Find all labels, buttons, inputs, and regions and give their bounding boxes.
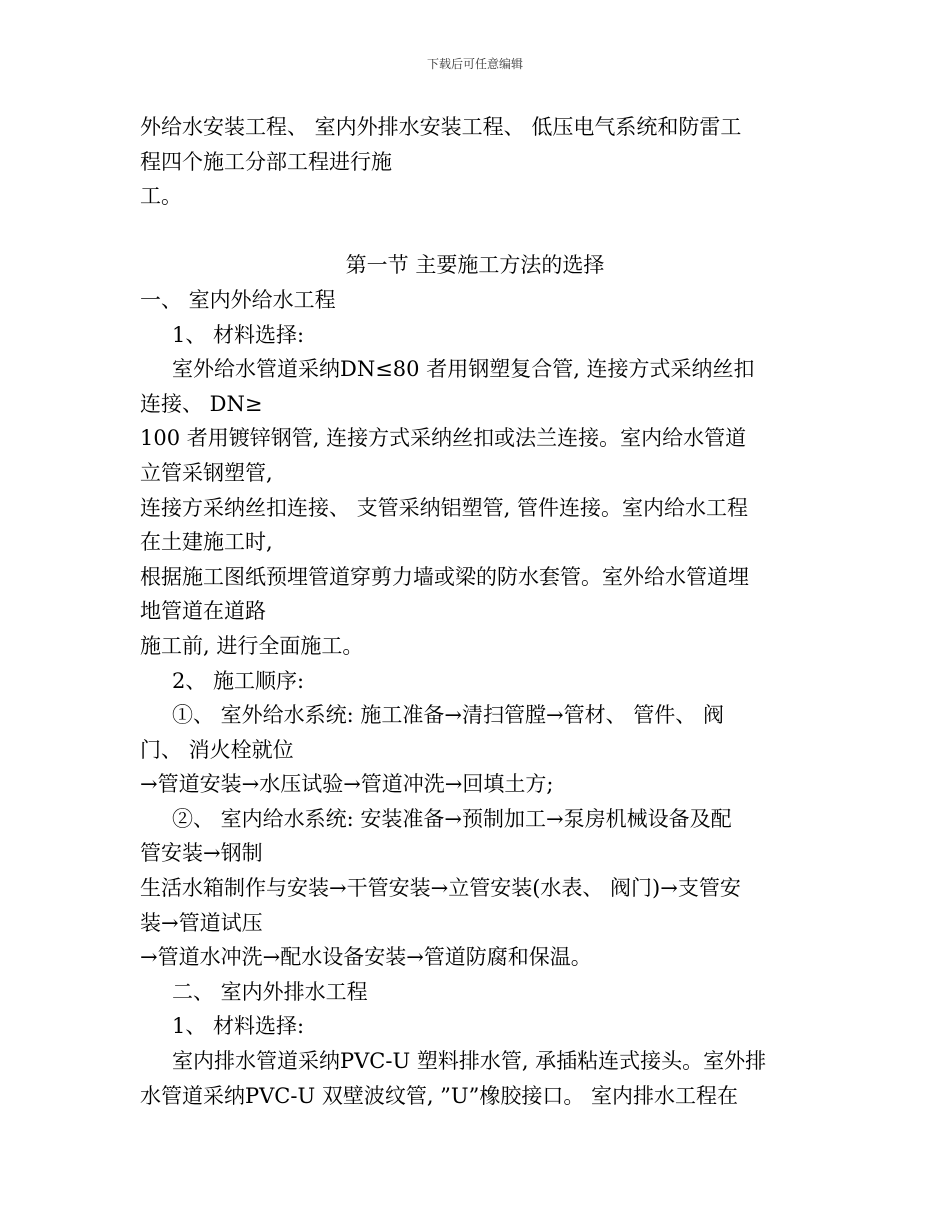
text-line: 室内排水管道采纳PVC-U 塑料排水管, 承插粘连式接头。室外排: [172, 1049, 767, 1074]
text-line: →管道安装→水压试验→管道冲洗→回填土方;: [140, 772, 554, 797]
text-line: 立管采钢塑管,: [140, 460, 273, 485]
text-line: 二、 室内外排水工程: [172, 979, 368, 1004]
text-line: 门、 消火栓就位: [140, 737, 294, 762]
text-line: 管安装→钢制: [140, 841, 263, 866]
text-line: 程四个施工分部工程进行施: [140, 149, 392, 174]
text-line: 地管道在道路: [140, 599, 266, 624]
text-line: 生活水箱制作与安装→干管安装→立管安装(水表、 阀门)→支管安: [140, 876, 741, 901]
text-line: 工。: [140, 184, 182, 209]
text-line: 装→管道试压: [140, 910, 263, 935]
text-line: 一、 室内外给水工程: [140, 287, 336, 312]
text-line: 1、 材料选择:: [172, 322, 305, 347]
text-line: 根据施工图纸预埋管道穿剪力墙或梁的防水套管。室外给水管道埋: [140, 564, 749, 589]
page-header: 下载后可任意编辑: [426, 57, 523, 71]
text-line: 施工前, 进行全面施工。: [140, 633, 364, 658]
text-line: ①、 室外给水系统: 施工准备→清扫管膛→管材、 管件、 阀: [172, 703, 724, 728]
text-line: →管道水冲洗→配水设备安装→管道防腐和保温。: [140, 945, 592, 970]
text-line: ②、 室内给水系统: 安装准备→预制加工→泵房机械设备及配: [172, 806, 732, 831]
text-line: 100 者用镀锌钢管, 连接方式采纳丝扣或法兰连接。室内给水管道: [140, 426, 747, 451]
text-line: 室外给水管道采纳DN≤80 者用钢塑复合管, 连接方式采纳丝扣: [172, 357, 755, 382]
text-line: 连接方采纳丝扣连接、 支管采纳铝塑管, 管件连接。室内给水工程: [140, 495, 749, 520]
text-line: 2、 施工顺序:: [172, 668, 305, 693]
text-line: 在土建施工时,: [140, 530, 273, 555]
text-line: 1、 材料选择:: [172, 1014, 305, 1039]
document-body: [140, 110, 830, 1113]
blank-line: [140, 214, 830, 249]
section-heading: 第一节 主要施工方法的选择: [345, 253, 605, 278]
text-line: 连接、 DN≥: [140, 391, 263, 416]
text-line: 水管道采纳PVC-U 双壁波纹管, ”U”橡胶接口。 室内排水工程在: [140, 1083, 739, 1108]
text-line: 外给水安装工程、 室内外排水安装工程、 低压电气系统和防雷工: [140, 115, 742, 139]
